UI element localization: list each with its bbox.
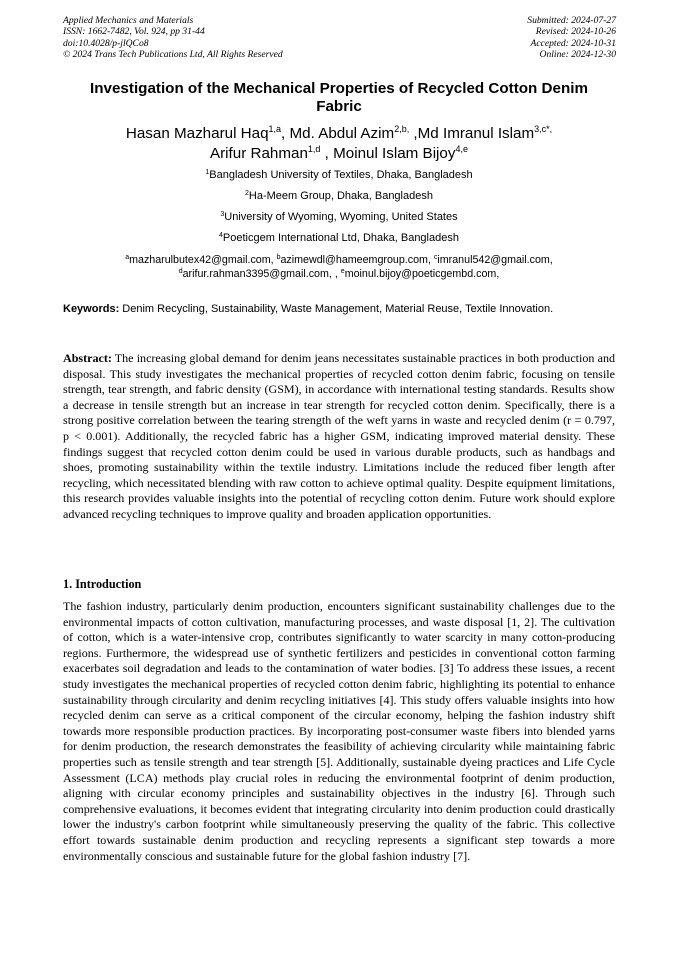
email-address[interactable]: azimewdl@hameemgroup.com, (280, 254, 434, 266)
abstract-section (63, 351, 615, 523)
author-affil-mark: 3,c*, (534, 124, 553, 134)
author-name: Hasan Mazharul Haq (125, 125, 269, 142)
online-date: Online: 2024-12-30 (539, 48, 616, 60)
affiliation-text: University of Wyoming, Wyoming, United States (224, 211, 458, 223)
affiliation-text: Poeticgem International Ltd, Dhaka, Bangladesh (222, 232, 459, 244)
abstract-text: The increasing global demand for denim jeans necessitates sustainable practices in both production and disposal. This study investigates the mechanical properties of recycled cotton denim fabric, focusing on tensile strength, tear strength, and fabric density (GSM), in accordance with international testing standards. Results show a decrease in tensile strength but an increase in tear strength for recycled cotton denim. Specifically, there is a strong positive correlation between the tearing strength of the weft yarns in waste and recycled denim (r = 0.797, p < 0.001). Additionally, the recycled fabric has a higher GSM, indicating improved material density. These findings suggest that recycled cotton denim could be used in various durable products, such as handbags and shoes, promoting sustainability within the textile industry. Limitations include the reduced fiber length after recycling, which necessitated blending with raw cotton to achieve optimal quality. Despite equipment limitations, this research provides valuable insights into the potential of recycling cotton denim. Future work should explore advanced recycling techniques to improve quality and broaden application opportunities. (63, 351, 615, 521)
journal-name: Applied Mechanics and Materials (63, 15, 194, 26)
affiliation-item (70, 187, 608, 208)
doi-line[interactable]: doi:10.4028/p-jlQCo8 (63, 37, 149, 49)
email-mark: d (178, 267, 183, 275)
author-affil-mark: 1,d (307, 144, 321, 154)
accepted-date: Accepted: 2024-10-31 (530, 37, 616, 49)
author-name: Md. Abdul Azim (289, 125, 395, 142)
affiliation-mark: 2 (245, 190, 249, 197)
author-affil-mark: 1,a (268, 124, 282, 134)
affiliation-item (70, 208, 608, 229)
author-separator: , (409, 125, 418, 142)
email-address[interactable]: imranul542@gmail.com, (437, 254, 553, 266)
author-list (70, 124, 608, 164)
paper-title: Investigation of the Mechanical Properties of Recycled Cotton Denim Fabric (90, 80, 588, 115)
email-address[interactable]: mazharulbutex42@gmail.com, (129, 254, 277, 266)
author-separator: , (320, 145, 334, 162)
email-mark: c (433, 254, 438, 261)
email-mark: e (340, 267, 345, 275)
email-address[interactable]: arifur.rahman3395@gmail.com, , (182, 267, 341, 280)
keywords-label: Keywords: (63, 303, 120, 315)
author-name: Md Imranul Islam (417, 125, 535, 142)
affiliation-mark: 4 (219, 232, 223, 239)
affiliation-list (70, 166, 608, 250)
author-name: Arifur Rahman (209, 145, 308, 162)
affiliation-text: Ha-Meem Group, Dhaka, Bangladesh (248, 190, 433, 202)
author-name: Moinul Islam Bijoy (333, 145, 456, 162)
affiliation-mark: 1 (205, 169, 210, 176)
keywords-text: Denim Recycling, Sustainability, Waste Management, Material Reuse, Textile Innovation. (119, 303, 554, 315)
affiliation-mark: 3 (220, 211, 225, 218)
revised-date: Revised: 2024-10-26 (535, 26, 616, 38)
author-affil-mark: 2,b, (394, 124, 410, 134)
affiliation-text: Bangladesh University of Textiles, Dhaka, Bangladesh (209, 169, 473, 181)
affiliation-item (70, 166, 608, 187)
abstract-label: Abstract: (63, 351, 112, 365)
email-mark: a (125, 254, 130, 261)
affiliation-item (70, 229, 608, 250)
introduction-body: The fashion industry, particularly denim production, encounters significant sustainability challenges due to the environmental impacts of cotton cultivation, manufacturing processes, and waste disposal [1, 2]. The cultivation of cotton, which is a water-intensive crop, contributes significantly to water scarcity in many cotton-producing regions. Furthermore, the widespread use of synthetic fertilizers and pesticides in conventional cotton farming exacerbates soil degradation and leads to the contamination of water bodies. [3] To address these issues, a recent study investigates the mechanical properties of recycled cotton denim fabric, highlighting its potential to enhance sustainability through circularity and denim recycling initiatives [4]. This study offers valuable insights into how recycled denim can serve as a critical component of the circular economy, helping the fashion industry shift towards more responsible production practices. By incorporating post-consumer waste fibers into blended yarns for denim production, the research demonstrates the feasibility of achieving circularity while maintaining fabric properties such as tensile strength and tear strength [5]. Additionally, sustainable dyeing practices and Life Cycle Assessment (LCA) methods play crucial roles in reducing the environmental footprint of denim production, aligning with circular economy principles and sustainability objectives in the industry [6]. Through such comprehensive evaluations, it becomes evident that integrating circularity into denim production could drastically lower the industry's carbon footprint while simultaneously preserving the quality of the fabric. This collective effort towards sustainable denim production and recycling represents a significant step towards a more environmentally conscious and sustainable future for the global fashion industry [7]. (63, 599, 615, 863)
submission-dates (527, 15, 616, 60)
copyright-line: © 2024 Trans Tech Publications Ltd, All Rights Reserved (63, 48, 283, 60)
email-list (63, 254, 615, 281)
submitted-date: Submitted: 2024-07-27 (527, 15, 616, 26)
email-address[interactable]: moinul.bijoy@poeticgembd.com, (344, 267, 500, 280)
author-affil-mark: 4,e (455, 144, 468, 154)
section-heading-introduction: 1. Introduction (63, 577, 142, 591)
author-separator: , (281, 125, 290, 142)
issn-line: ISSN: 1662-7482, Vol. 924, pp 31-44 (63, 26, 205, 38)
keywords-section (63, 302, 615, 316)
journal-info (63, 15, 283, 60)
email-mark: b (276, 254, 281, 261)
